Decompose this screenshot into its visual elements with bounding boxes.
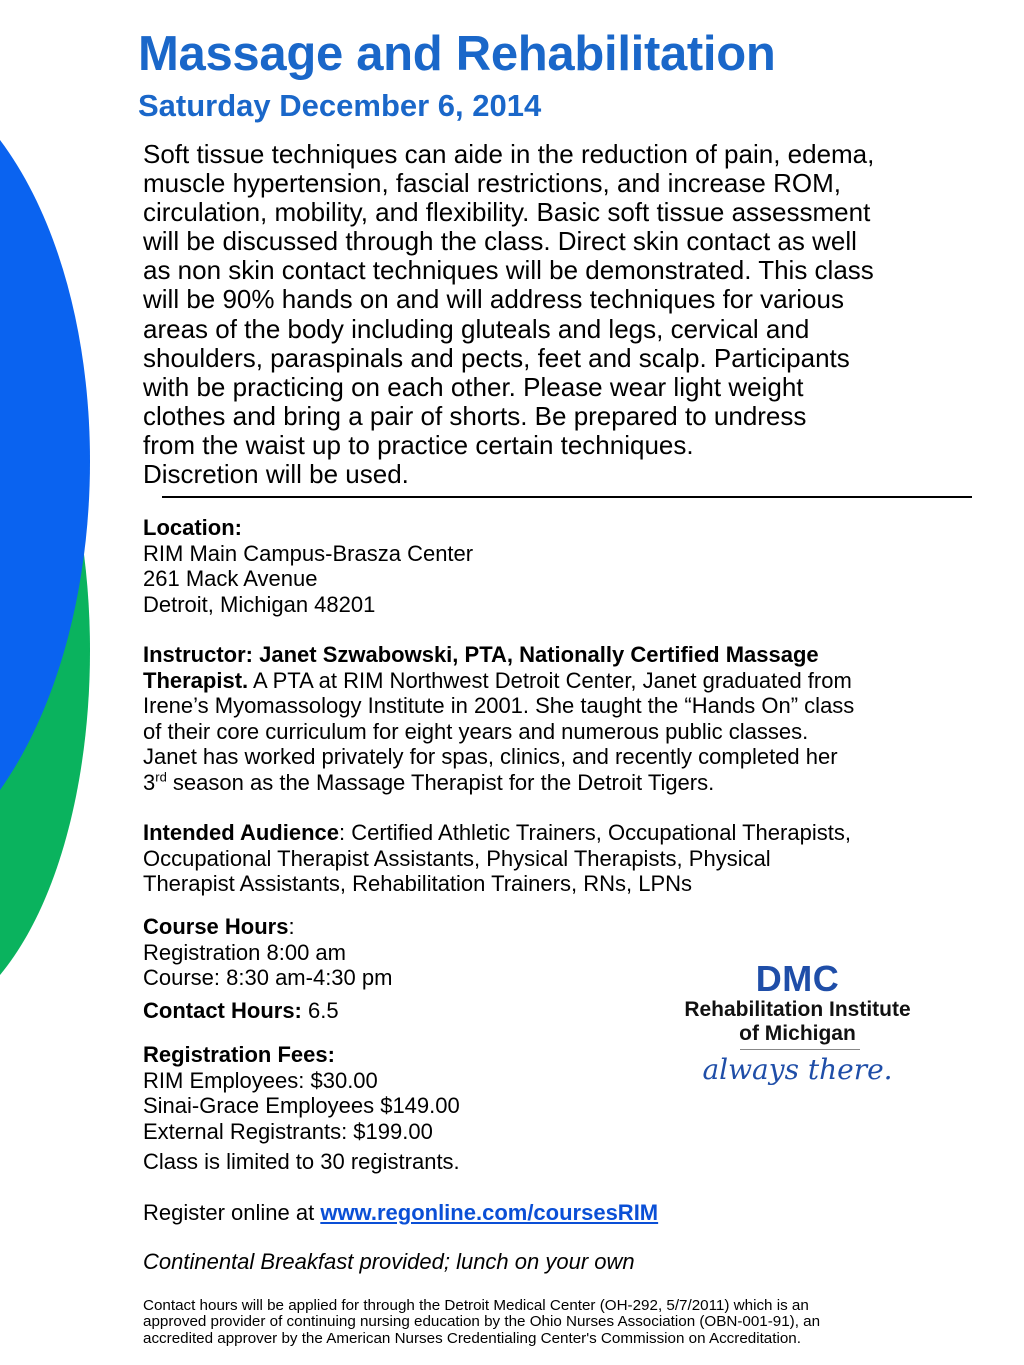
audience-label: Intended Audience <box>143 820 339 845</box>
event-date: Saturday December 6, 2014 <box>138 88 542 123</box>
dmc-rim-logo <box>660 958 940 1108</box>
description-line: circulation, mobility, and flexibility. Basic soft tissue assessment <box>143 197 871 228</box>
description-line: will be discussed through the class. Direct skin contact as well <box>143 226 857 257</box>
logo-brand: DMC <box>755 958 840 999</box>
accreditation-notice <box>143 1298 1005 1347</box>
registrant-limit: Class is limited to 30 registrants. <box>143 1149 460 1174</box>
green-arc <box>0 330 90 975</box>
fee-line: RIM Employees: $30.00 <box>143 1067 378 1093</box>
instructor-text: season as the Massage Therapist for the Detroit Tigers. <box>166 769 715 795</box>
description-line: areas of the body including gluteals and legs, cervical and <box>143 313 810 344</box>
section-divider <box>162 496 972 498</box>
course-hours-line: Registration 8:00 am <box>143 939 346 965</box>
decorative-arcs <box>0 0 140 1365</box>
logo-name: Rehabilitation Institute <box>684 998 911 1021</box>
audience-text: Therapist Assistants, Rehabilitation Trainers, RNs, LPNs <box>143 871 693 896</box>
fee-line: External Registrants: $199.00 <box>143 1118 433 1144</box>
register-prefix: Register online at <box>143 1200 321 1225</box>
description-line: clothes and bring a pair of shorts. Be prepared to undress <box>143 400 807 431</box>
breakfast-note: Continental Breakfast provided; lunch on your own <box>143 1249 635 1274</box>
description-line: as non skin contact techniques will be demonstrated. This class <box>143 255 874 286</box>
instructor-text: A PTA at RIM Northwest Detroit Center, Janet graduated from <box>248 667 852 693</box>
course-hours-label: Course Hours <box>143 914 289 939</box>
location-line: RIM Main Campus-Brasza Center <box>143 540 474 566</box>
instructor-label-cont: Therapist. <box>143 667 249 693</box>
description-line: from the waist up to practice certain techniques. <box>143 429 694 460</box>
course-hours-colon: : <box>288 914 295 939</box>
accreditation-line: approved provider of continuing nursing education by the Ohio Nurses Association (OBN-001-91), an <box>143 1313 821 1331</box>
description-line: Soft tissue techniques can aide in the reduction of pain, edema, <box>143 139 875 169</box>
description-line: will be 90% hands on and will address techniques for various <box>143 284 844 315</box>
accreditation-line: accredited approver by the American Nurses Credentialing Center's Commission on Accreditation. <box>143 1329 801 1347</box>
instructor-label: Instructor: Janet Szwabowski, PTA, Nationally Certified Massage <box>143 642 819 667</box>
audience-text: Occupational Therapist Assistants, Physical Therapists, Physical <box>143 845 771 871</box>
description-line: with be practicing on each other. Please wear light weight <box>143 371 804 402</box>
course-description <box>143 140 1008 489</box>
course-hours-line: Course: 8:30 am-4:30 pm <box>143 965 393 990</box>
registration-link[interactable]: www.regonline.com/coursesRIM <box>320 1200 659 1225</box>
location-line: 261 Mack Avenue <box>143 566 318 591</box>
audience-section <box>143 820 1013 897</box>
logo-name: of Michigan <box>739 1022 856 1045</box>
location-line: Detroit, Michigan 48201 <box>143 591 376 617</box>
instructor-text: Irene’s Myomassology Institute in 2001. She taught the “Hands On” class <box>143 693 855 718</box>
location-label: Location: <box>143 515 242 540</box>
logo-tagline: always there. <box>702 1053 893 1086</box>
audience-text: : Certified Athletic Trainers, Occupational Therapists, <box>338 820 851 845</box>
ordinal-suffix: rd <box>155 769 167 785</box>
contact-hours-value: 6.5 <box>301 998 339 1023</box>
description-line: muscle hypertension, fascial restrictions, and increase ROM, <box>143 168 841 199</box>
fees-label: Registration Fees: <box>143 1042 335 1067</box>
contact-hours-label: Contact Hours: <box>143 998 302 1023</box>
instructor-text: of their core curriculum for eight years and numerous public classes. <box>143 718 809 744</box>
logo-divider <box>740 1049 860 1050</box>
instructor-season-number: 3 <box>143 769 156 795</box>
accreditation-line: Contact hours will be applied for through the Detroit Medical Center (OH-292, 5/7/2011) which is an <box>143 1297 809 1314</box>
instructor-text: Janet has worked privately for spas, clinics, and recently completed her <box>143 744 838 769</box>
instructor-section <box>143 642 1013 795</box>
register-section <box>143 1200 1013 1226</box>
description-line: shoulders, paraspinals and pects, feet and scalp. Participants <box>143 342 850 373</box>
fee-line: Sinai-Grace Employees $149.00 <box>143 1093 460 1118</box>
blue-arc <box>0 140 90 790</box>
description-line: Discretion will be used. <box>143 459 409 490</box>
page-title: Massage and Rehabilitation <box>138 27 776 81</box>
location-section <box>143 515 1013 617</box>
